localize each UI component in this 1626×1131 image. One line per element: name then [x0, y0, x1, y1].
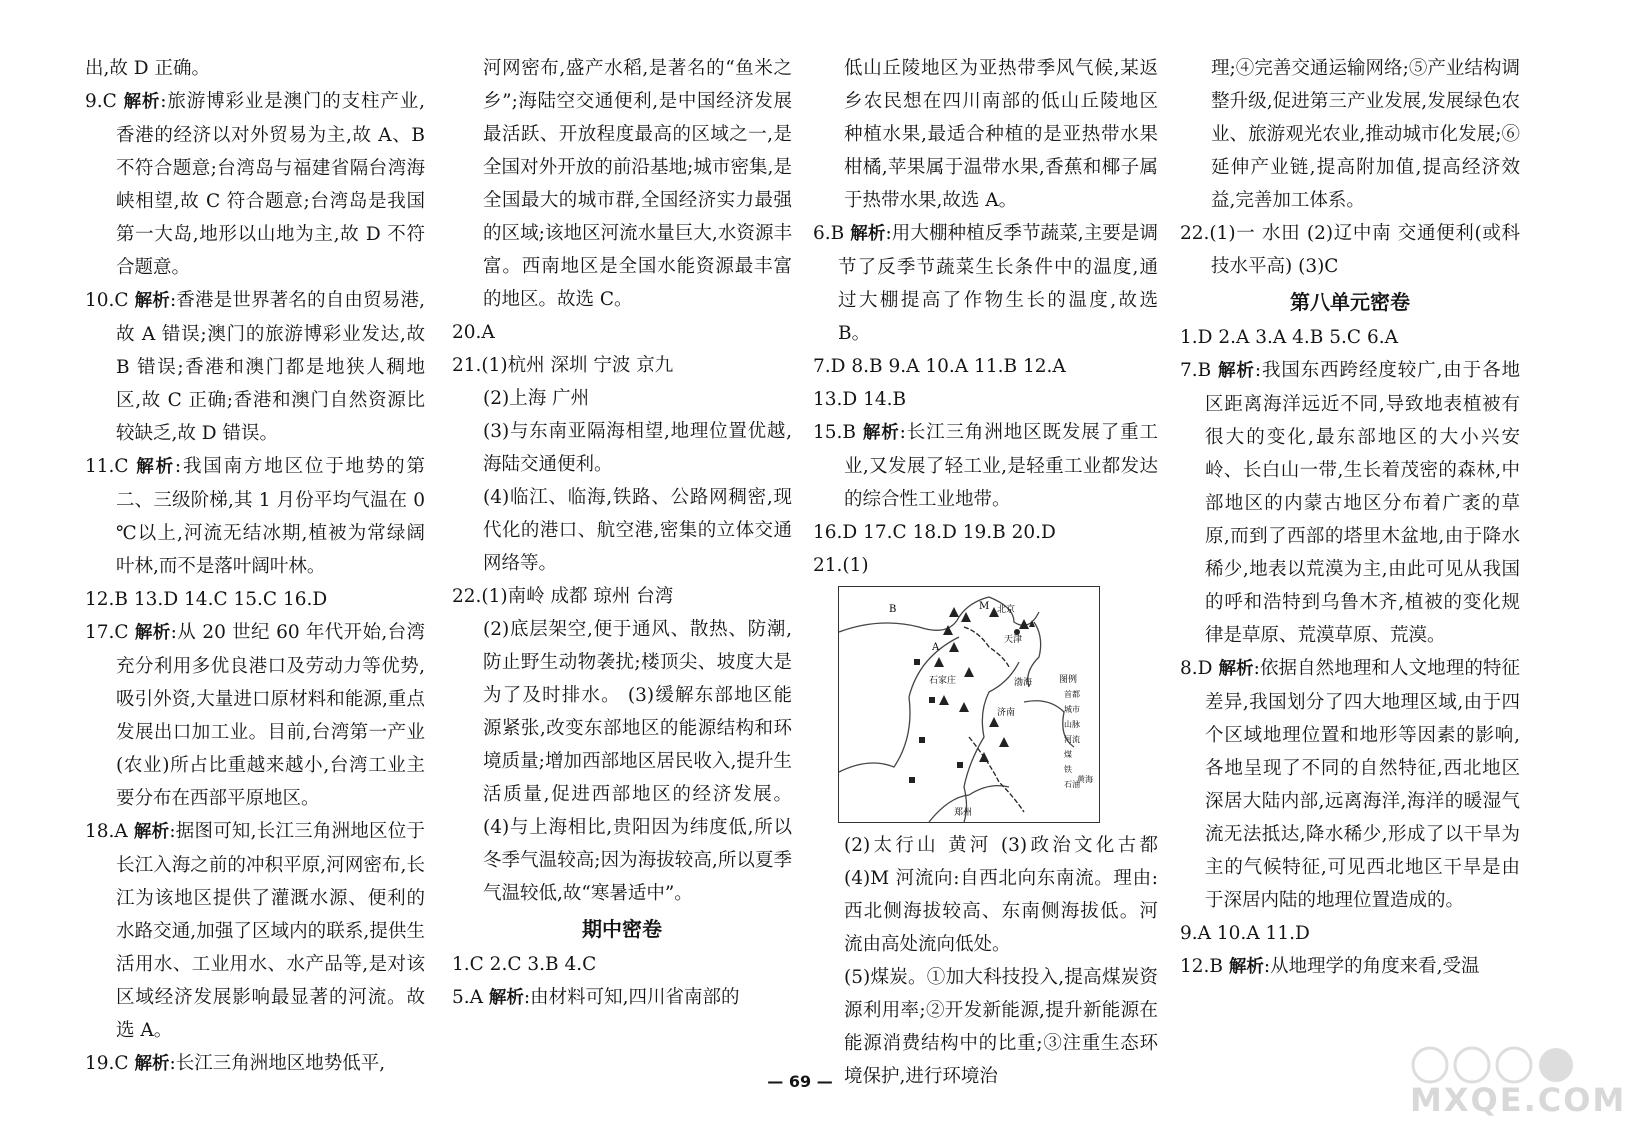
analysis-label: 解析 [136, 457, 175, 477]
answer-number: 22. [1180, 223, 1210, 244]
map-label-tianjin: 天津 [1004, 635, 1023, 645]
map-label-beijing: 北京 [997, 605, 1016, 615]
answer-continuation: (4)临江、临海,铁路、公路网稠密,现代化的港口、航空港,密集的立体交通网络等。 [483, 487, 792, 574]
map-label-m: M [979, 601, 990, 612]
answer-continuation: (5)煤炭。①加大科技投入,提高煤炭资源利用率;②开发新能源,提升新能源在能源消费结构中的比重;③注重生态环境保护,进行环境治 [844, 967, 1158, 1087]
answer-number: 6.B [813, 223, 845, 244]
answer-number: 13.D 14.B [813, 389, 907, 410]
answer-number: 20.A [452, 322, 495, 343]
answer-item [813, 350, 1158, 383]
analysis-label: 解析 [862, 423, 900, 443]
map-label-shijiazhuang: 石家庄 [929, 676, 957, 686]
answer-text: :由材料可知,四川省南部的 [523, 987, 740, 1008]
answer-number: 19.C [85, 1053, 129, 1074]
analysis-label: 解析 [123, 92, 161, 112]
answer-item [85, 583, 425, 616]
answer-item [452, 981, 792, 1015]
answer-text: :长江三角洲地区既发展了重工业,又发展了轻工业,是轻重工业都发达的综合性工业地带。 [844, 422, 1158, 510]
answer-number: 9.A 10.A 11.D [1180, 923, 1310, 944]
analysis-label: 解析 [134, 1054, 170, 1074]
answer-item [1180, 652, 1520, 917]
answer-number: 21. [452, 355, 482, 376]
answer-number: 9.C [85, 91, 117, 112]
answer-continuation: 理;④完善交通运输网络;⑤产业结构调整升级,促进第三产业发展,发展绿色农业、旅游观光农业,推动城市化发展;⑥延伸产业链,提高附加值,提高经济效益,完善加工体系。 [1211, 58, 1520, 211]
legend-item: 石油 [1064, 780, 1080, 789]
answer-item [452, 948, 792, 981]
map-label-b: B [889, 604, 897, 615]
answer-text: :我国南方地区位于地势的第二、三级阶梯,其 1 月份平均气温在 0 ℃以上,河流无结冰期,植被为常绿阔叶林,而不是落叶阔叶林。 [116, 456, 425, 577]
answer-item [452, 349, 792, 382]
answer-text: :我国东西跨经度较广,由于各地区距离海洋远近不同,导致地表植被有很大的变化,最东部地区的大小兴安岭、长白山一带,生长着茂密的森林,中部地区的内蒙古地区分布着广袤的草原,而到了西部的塔里木盆地,由于降水稀少,地表以荒漠为主,由此可见从我国的呼和浩特到乌鲁木齐,植被的变化规律是草原、荒漠草原、荒漠。 [1205, 360, 1520, 646]
answer-number: 22. [452, 586, 482, 607]
column-4 [1180, 52, 1520, 984]
analysis-label: 解析 [134, 623, 171, 643]
answer-continuation: (2)上海 广州 [483, 388, 590, 409]
answer-number: 16.D 17.C 18.D 19.B 20.D [813, 522, 1056, 543]
answer-number: 17.C [85, 622, 129, 643]
answer-text: (1)杭州 深圳 宁波 京九 [481, 355, 674, 376]
answer-number: 18.A [85, 821, 128, 842]
column-1 [85, 52, 425, 1081]
region-map [839, 587, 1099, 822]
answer-item [813, 549, 1158, 582]
page-number: — 69 — [767, 1072, 833, 1091]
answer-text: :用大棚种植反季节蔬菜,主要是调节了反季节蔬菜生长条件中的温度,通过大棚提高了作物生长的温度,故选 B。 [838, 223, 1158, 344]
answer-continuation: 河网密布,盛产水稻,是著名的“鱼米之乡”;海陆空交通便利,是中国经济发展最活跃、开放程度最高的区域之一,是全国对外开放的前沿基地;城市密集,是全国最大的城市群,全国经济实力最强的区域;该地区河流水量巨大,水资源丰富。西南地区是全国水能资源最丰富的地区。故选 C。 [483, 58, 792, 310]
answer-number: 21. [813, 555, 843, 576]
section-heading: 第八单元密卷 [1290, 290, 1410, 314]
answer-number: 1.C 2.C 3.B 4.C [452, 954, 597, 975]
legend-item: 城市 [1064, 705, 1080, 714]
analysis-label: 解析 [134, 291, 170, 311]
map-label-zhengzhou: 郑州 [954, 808, 973, 818]
map-figure [838, 586, 1100, 823]
legend-item: 铁 [1064, 765, 1072, 774]
answer-item [813, 217, 1158, 350]
legend-item: 煤 [1064, 750, 1072, 759]
answer-continuation: (2)太行山 黄河 (3)政治文化古都 (4)M 河流向:自西北向东南流。理由:西北侧海拔较高、东南侧海拔低。河流由高处流向低处。 [844, 835, 1158, 955]
answer-item [1180, 321, 1520, 354]
answer-continuation: (3)与东南亚隔海相望,地理位置优越,海陆交通便利。 [483, 421, 792, 475]
analysis-label: 解析 [1218, 659, 1254, 679]
answer-number: 7.D 8.B 9.A 10.A 11.B 12.A [813, 356, 1066, 377]
answer-item [85, 616, 425, 815]
answer-item [85, 284, 425, 450]
answer-number: 7.B [1180, 360, 1212, 381]
answer-item: 出,故 D 正确。 [85, 58, 210, 79]
legend-item: 山脉 [1064, 720, 1080, 729]
answer-number: 12.B [1180, 956, 1224, 977]
answer-item [1180, 354, 1520, 652]
answer-number: 15.B [813, 422, 857, 443]
analysis-label: 解析 [850, 224, 886, 244]
map-label-jinan: 济南 [997, 708, 1016, 718]
answer-text: (1)一 水田 (2)辽中南 交通便利(或科技水平高) (3)C [1209, 223, 1520, 277]
analysis-label: 解析 [133, 822, 170, 842]
answer-text: :从地理学的角度来看,受温 [1263, 956, 1480, 977]
answer-continuation: 低山丘陵地区为亚热带季风气候,某返乡农民想在四川南部的低山丘陵地区种植水果,最适合种植的是亚热带水果柑橘,苹果属于温带水果,香蕉和椰子属于热带水果,故选 A。 [844, 58, 1158, 211]
legend-title: 图例 [1059, 675, 1078, 685]
answer-item [813, 416, 1158, 516]
answer-text: :从 20 世纪 60 年代开始,台湾充分利用多优良港口及劳动力等优势,吸引外资,大量进口原材料和能源,重点发展出口加工业。目前,台湾第一产业(农业)所占比重越来越小,台湾工业主要分布在西部平原地区。 [116, 622, 426, 809]
answer-text: :据图可知,长江三角洲地区位于长江入海之前的冲积平原,河网密布,长江为该地区提供了灌溉水源、便利的水路交通,加强了区域内的联系,提供生活用水、工业用水、水产品等,是对该区域经济发展影响最显著的河流。故选 A。 [116, 821, 425, 1041]
answer-item [85, 450, 425, 583]
column-2 [452, 52, 792, 1015]
legend-item: 河流 [1064, 735, 1080, 744]
watermark-text: MXQE.COM [1410, 1081, 1626, 1119]
answer-item [813, 383, 1158, 416]
map-label-bohai: 渤海 [1014, 678, 1033, 688]
answer-text: :旅游博彩业是澳门的支柱产业,香港的经济以对外贸易为主,故 A、B 不符合题意;台湾岛与福建省隔台湾海峡相望,故 C 符合题意;台湾岛是我国第一大岛,地形以山地为主,故 D 不符合题意。 [116, 91, 425, 278]
answer-text: :香港是世界著名的自由贸易港,故 A 错误;澳门的旅游博彩业发达,故 B 错误;香港和澳门都是地狭人稠地区,故 C 正确;香港和澳门自然资源比较缺乏,故 D 错误。 [116, 290, 425, 444]
answer-number: 12.B 13.D 14.C 15.C 16.D [85, 589, 328, 610]
answer-text: :依据自然地理和人文地理的特征差异,我国划分了四大地理区域,由于四个区域地理位置和地形等因素的影响,各地呈现了不同的自然特征,西北地区深居大陆内部,远离海洋,海洋的暖湿气流无法抵达,降水稀少,形成了以干旱为主的气候特征,可见西北地区干旱是由于深居内陆的地理位置造成的。 [1205, 658, 1521, 911]
answer-item [85, 815, 425, 1047]
map-label-a: A [932, 642, 940, 653]
answer-text: :长江三角洲地区地势低平, [169, 1053, 386, 1074]
answer-number: 5.A [452, 987, 484, 1008]
answer-number: 1.D 2.A 3.A 4.B 5.C 6.A [1180, 327, 1398, 348]
answer-item [1180, 217, 1520, 283]
answer-item [85, 85, 425, 284]
analysis-label: 解析 [488, 988, 524, 1008]
answer-item [1180, 950, 1520, 984]
answer-continuation: (2)底层架空,便于通风、散热、防潮,防止野生动物袭扰;楼顶尖、坡度大是为了及时排水。 (3)缓解东部地区能源紧张,改变东部地区的能源结构和环境质量;增加西部地区居民收入,提升生活质量,促进西部地区的经济发展。 (4)与上海相比,贵阳因为纬度低,所以冬季气温较高;因为海拔较高,所以夏季气温较低,故“寒暑适中”。 [483, 619, 792, 904]
answer-item [452, 316, 792, 349]
answer-text: (1) [842, 555, 869, 576]
analysis-label: 解析 [1218, 361, 1255, 381]
answer-number: 10.C [85, 290, 129, 311]
watermark-logo [1410, 1045, 1626, 1125]
answer-text: (1)南岭 成都 琼州 台湾 [481, 586, 674, 607]
answer-item [1180, 917, 1520, 950]
answer-number: 11.C [85, 456, 129, 477]
legend-item: 首都 [1064, 690, 1080, 699]
answer-number: 8.D [1180, 658, 1213, 679]
answer-item [813, 516, 1158, 549]
answer-item [452, 580, 792, 613]
map-label-huanghai: 黄海 [1077, 775, 1093, 784]
analysis-label: 解析 [1228, 957, 1264, 977]
column-3 [813, 52, 1158, 1093]
section-heading: 期中密卷 [582, 917, 662, 941]
